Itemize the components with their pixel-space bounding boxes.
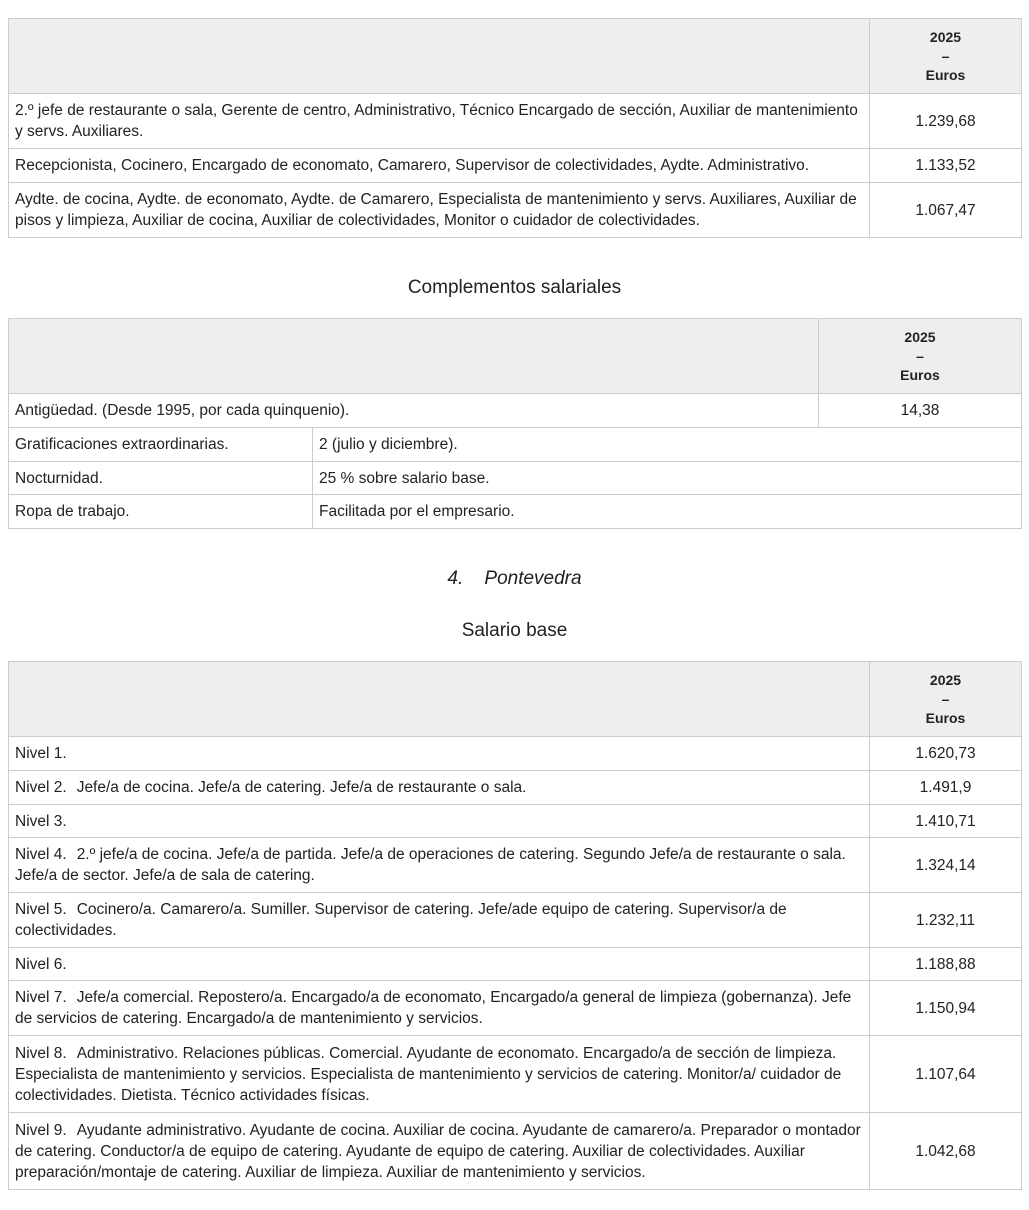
table-row (9, 149, 1022, 183)
nivel-label: Nivel 2. (15, 779, 67, 796)
header-year: 2025 (904, 328, 936, 345)
row-label: Ropa de trabajo. (9, 495, 313, 529)
row-value: 1.042,68 (870, 1113, 1022, 1190)
row-value: 1.067,47 (870, 183, 1022, 238)
header-unit: Euros (900, 366, 940, 383)
table-row (9, 428, 1022, 462)
nivel-desc: Administrativo. Relaciones públicas. Comercial. Ayudante de economato. Encargado/a de sección de limpieza. Especialista de mantenimiento y servicios. Especialista de mantenimiento y servicios de catering. Monitor/a/ cuidador de colectividades. Dietista. Técnico actividades físicas. (15, 1044, 842, 1104)
row-value: 1.324,14 (870, 838, 1022, 893)
nivel-label: Nivel 8. (15, 1044, 67, 1062)
nivel-desc: Ayudante administrativo. Ayudante de cocina. Auxiliar de cocina. Ayudante de camarero/a. Preparador o montador de catering. Conductor/a de equipo de catering. Ayudante de equipo de catering. Auxiliar de colectividades. Auxiliar preparación/montaje de catering. Auxiliar de limpieza. Auxiliar de mantenimiento y servicios. (15, 1121, 861, 1181)
header-unit: Euros (925, 66, 966, 83)
header-year-cell (819, 319, 1022, 394)
nivel-label: Nivel 3. (15, 812, 67, 830)
row-value: 2 (julio y diciembre). (313, 428, 1022, 462)
row-value: 1.232,11 (870, 893, 1022, 948)
row-label: 2.º jefe de restaurante o sala, Gerente de centro, Administrativo, Técnico Encargado de sección, Auxiliar de mantenimiento y servs. Auxiliares. (9, 94, 870, 149)
nivel-label: Nivel 1. (15, 745, 67, 762)
row-value: 25 % sobre salario base. (313, 462, 1022, 495)
table-row (9, 737, 1022, 771)
row-label: Recepcionista, Cocinero, Encargado de economato, Camarero, Supervisor de colectividades, Aydte. Administrativo. (9, 149, 870, 183)
row-label: Aydte. de cocina, Aydte. de economato, Aydte. de Camarero, Especialista de mantenimiento y servs. Auxiliares, Auxiliar de pisos y limpieza, Auxiliar de cocina, Auxiliar de colectividades, Monitor o cuidador de colectividades. (9, 183, 870, 238)
row-value: 1.107,64 (870, 1036, 1022, 1113)
header-blank-cell (9, 319, 819, 394)
table-row (9, 981, 1022, 1036)
nivel-desc: 2.º jefe/a de cocina. Jefe/a de partida. Jefe/a de operaciones de catering. Segundo Jefe/a de restaurante o sala. Jefe/a de sector. Jefe/a de sala de catering. (15, 846, 846, 884)
table-row (9, 183, 1022, 238)
complementos-title: Complementos salariales (407, 277, 622, 298)
row-value: 1.239,68 (870, 94, 1022, 149)
header-blank-cell (9, 662, 870, 737)
salario-base-title: Salario base (461, 620, 568, 641)
header-year-cell (870, 662, 1022, 737)
row-label (9, 771, 870, 805)
nivel-desc: Jefe/a de cocina. Jefe/a de catering. Jefe/a de restaurante o sala. (76, 779, 527, 796)
header-unit: Euros (925, 709, 966, 726)
section-name: Pontevedra (484, 568, 582, 589)
table-row (9, 394, 1022, 428)
row-label: Nocturnidad. (9, 462, 313, 495)
header-dash: – (941, 690, 950, 707)
nivel-desc: Jefe/a comercial. Repostero/a. Encargado/a de economato, Encargado/a general de limpieza (gobernanza). Jefe de servicios de catering. Encargado/a de mantenimiento y servicios. (15, 989, 852, 1027)
section-number: 4. (447, 568, 464, 589)
row-value: 1.491,9 (870, 771, 1022, 805)
nivel-label: Nivel 6. (15, 955, 67, 973)
header-dash: – (941, 47, 950, 64)
nivel-label: Nivel 9. (15, 1121, 67, 1139)
row-label (9, 1113, 870, 1190)
row-label: Gratificaciones extraordinarias. (9, 428, 313, 462)
row-label (9, 948, 870, 981)
row-value: 1.410,71 (870, 805, 1022, 838)
nivel-label: Nivel 7. (15, 989, 67, 1006)
table-row (9, 1036, 1022, 1113)
salary-table-categories (8, 18, 1022, 238)
table-row (9, 771, 1022, 805)
header-blank-cell (9, 19, 870, 94)
row-value: Facilitada por el empresario. (313, 495, 1022, 529)
row-value: 14,38 (819, 394, 1022, 428)
nivel-label: Nivel 5. (15, 901, 67, 918)
row-label (9, 737, 870, 771)
header-year: 2025 (929, 671, 962, 688)
table-row (9, 805, 1022, 838)
nivel-label: Nivel 4. (15, 846, 67, 863)
row-label (9, 981, 870, 1036)
row-label (9, 838, 870, 893)
row-label (9, 893, 870, 948)
salario-base-table (8, 661, 1022, 1190)
row-value: 1.620,73 (870, 737, 1022, 771)
header-year-cell (870, 19, 1022, 94)
nivel-desc: Cocinero/a. Camarero/a. Sumiller. Supervisor de catering. Jefe/ade equipo de catering. Supervisor/a de colectividades. (15, 901, 787, 939)
table-row (9, 1113, 1022, 1190)
table-row (9, 948, 1022, 981)
table-row (9, 893, 1022, 948)
row-value: 1.188,88 (870, 948, 1022, 981)
header-year: 2025 (929, 28, 962, 45)
complementos-table (8, 318, 1022, 529)
row-value: 1.150,94 (870, 981, 1022, 1036)
row-label (9, 1036, 870, 1113)
row-label (9, 805, 870, 838)
table-row (9, 462, 1022, 495)
table-row (9, 495, 1022, 529)
row-label: Antigüedad. (Desde 1995, por cada quinquenio). (9, 394, 819, 428)
table-row (9, 94, 1022, 149)
row-value: 1.133,52 (870, 149, 1022, 183)
table-row (9, 838, 1022, 893)
section-heading (0, 568, 1029, 590)
header-dash: – (916, 347, 924, 364)
